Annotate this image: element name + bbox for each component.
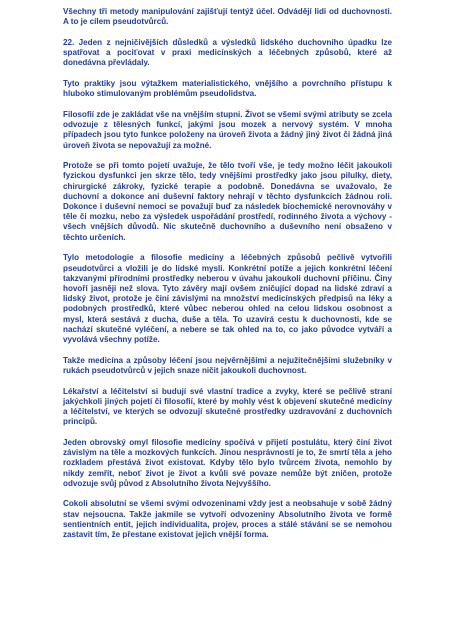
paragraph-fallacy: Jeden obrovský omyl filosofie medicíny spočívá v přijetí postulátu, který činí život závislým na těle a mozkových funkcích. Jinou nesprávností je to, že smrtí těla a jeho rozkladem přestává život existovat. Kdyby tělo bylo tvůrcem života, nemohlo by nikdy zemřít, neboť život je život a kvůli své povaze nemůže být zničen, protože odvozuje svůj původ z Absolutního života Nejvyššího. <box>63 437 392 488</box>
paragraph-body-treatment: Protože se při tomto pojetí uvažuje, že tělo tvoří vše, je tedy možno léčit jakoukoli fyzickou dysfunkci jen skrze tělo, tedy vnějšími prostředky jako jsou pilulky, diety, chirurgické zákroky, fyzické terapie a podobně. Donedávna se uvažovalo, že duchovní a dokonce ani duševní faktory nehrají v těchto dysfunkcích žádnou roli. Dokonce i duševní nemoci se považují buď za následek biochemické nerovnováhy v těle či mozku, nebo za výsledek uspořádání prostředí, rodinného života a výchovy - všech vnějších důvodů. Nic skutečně duchovního a duševního není obsaženo v těchto určeních. <box>63 161 392 242</box>
paragraph-intro: Všechny tři metody manipulování zajišťují tentýž účel. Odvádějí lidi od duchovnosti. A to je cílem pseudotvůrců. <box>63 7 392 27</box>
paragraph-practices: Tyto praktiky jsou výtažkem materialistického, vnějšího a povrchního přístupu k hluboko stimulovaným problémům pseudolidstva. <box>63 79 392 99</box>
paragraph-absolute: Cokoli absolutní se všemi svými odvozeninami vždy jest a neobsahuje v sobě žádný stav nejsoucna. Takže jakmile se vytvoří odvozeniny Absolutního života ve formě sentientních entit, jejich individualita, projev, proces a stálé stávání se se nemohou zastavit tím, že přestane existovat jejich vnější forma. <box>63 499 392 540</box>
paragraph-philosophy: Filosofií zde je zakládat vše na vnějším stupni. Život se všemi svými atributy se zcela odvozuje z tělesných funkcí, jakými jsou mozek a nervový systém. V mnoha případech jsou tyto funkce položeny na úroveň života a žádný jiný život či žádná jiná úroveň života se nepovažují za možné. <box>63 109 392 150</box>
paragraph-section-22: 22. Jeden z nejničivějších důsledků a výsledků lidského duchovního úpadku lze spatřovat a pociťovat v praxi medicínských a léčebných způsobů, které až donedávna převládaly. <box>63 37 392 68</box>
paragraph-methodology: Tylo metodologie a filosofie medicíny a léčebných způsobů pečlivě vytvořili pseudotvůrci a vložili je do lidské mysli. Konkrétní potíže a jejich konkrétní léčení takzvanými přírodními prostředky neberou v úvahu jakoukoli duchovní příčinu. Činy hovoří jasněji než slova. Tyto závěry mají ovšem zničující dopad na lidské zdraví a lidský život, protože je činí závislými na množství medicínských předpisů na léky a podobných prostředků, které vůbec neberou ohled na celou lidskou osobnost a mysl, která sestává z ducha, duše a těla. To uzavírá cestu k duchovnosti, kde se nachází skutečné vyléčení, a nebere se tak ohled na to, co jako původce vytváří a vyvolává všechny potíže. <box>63 253 392 344</box>
paragraph-servants: Takže medicína a způsoby léčení jsou nejvěrnějšími a nejužitečnějšími služebníky v rukách pseudotvůrců v jejich snaze ničit jakoukoli duchovnost. <box>63 355 392 375</box>
paragraph-traditions: Lékařství a léčitelství si budují své vlastní tradice a zvyky, které se pečlivě straní jakýchkoli jiných pojetí či filosofií, které by mohly vést k objevení skutečné medicíny a léčitelství, ve kterých se odvozují skutečné prostředky uzdravování z duchovních principů. <box>63 386 392 427</box>
